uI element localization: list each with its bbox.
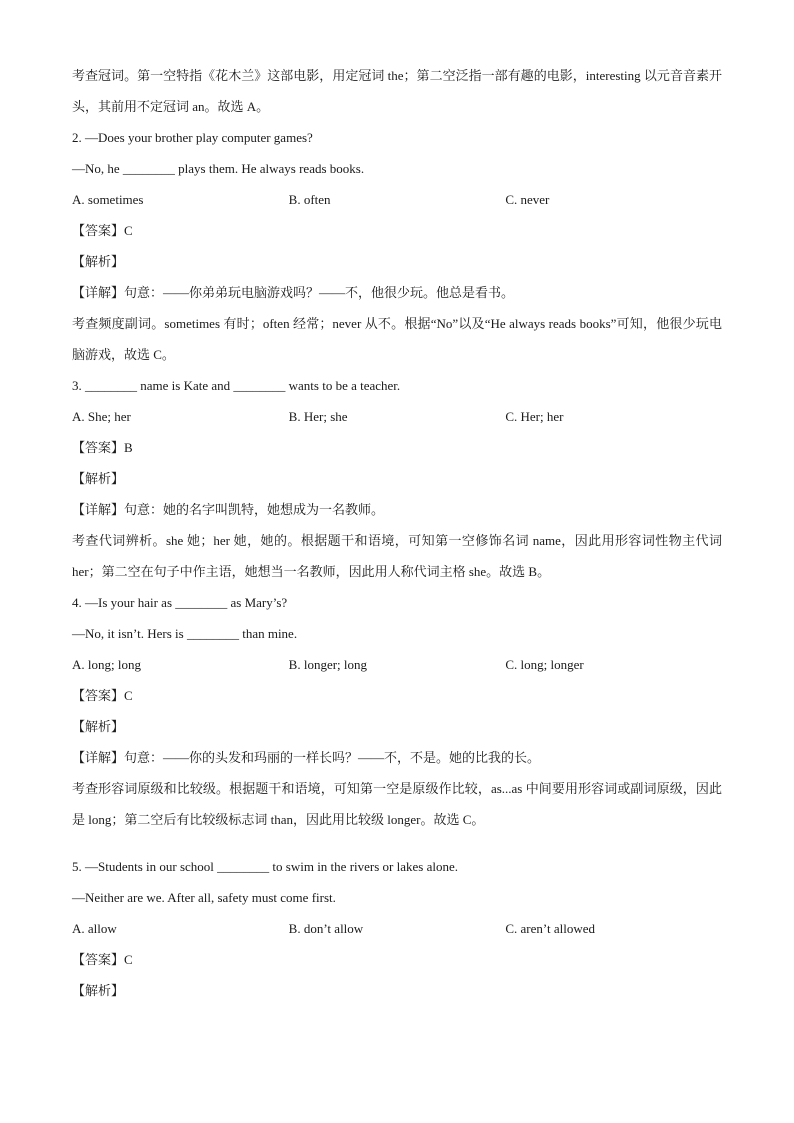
option-a: A. sometimes (72, 192, 144, 207)
explanation-text: 考查频度副词。sometimes 有时；often 经常；never 从不。根据“No”以及“He always reads books”可知，他很少玩电脑游戏，故选 C。 (72, 316, 722, 362)
answer-label: 【答案】C (72, 223, 133, 238)
option-c: C. never (505, 192, 550, 207)
detail-text: 【详解】句意：她的名字叫凯特，她想成为一名教师。 (72, 502, 385, 517)
option-b: B. don’t allow (288, 921, 364, 936)
question-stem-line: 4. —Is your hair as ________ as Mary’s? (72, 595, 288, 610)
option-c: C. Her; her (505, 409, 564, 424)
detail-text: 【详解】句意：——你的头发和玛丽的一样长吗？——不，不是。她的比我的长。 (72, 750, 541, 765)
answer-label: 【答案】C (72, 688, 133, 703)
question-2 (72, 122, 722, 370)
analysis-label: 【解析】 (72, 471, 125, 486)
option-b: B. longer; long (288, 657, 368, 672)
options-row (72, 649, 722, 680)
analysis-label: 【解析】 (72, 719, 125, 734)
option-a: A. She; her (72, 409, 131, 424)
option-c: C. long; longer (505, 657, 584, 672)
options-row (72, 401, 722, 432)
question-5 (72, 851, 722, 1006)
option-b: B. often (288, 192, 331, 207)
document-page (72, 60, 722, 1006)
analysis-label: 【解析】 (72, 983, 125, 998)
options-row (72, 913, 722, 944)
question-stem-line: —No, he ________ plays them. He always reads books. (72, 161, 365, 176)
options-row (72, 184, 722, 215)
question-stem-line: —Neither are we. After all, safety must come first. (72, 890, 336, 905)
intro-explanation: 考查冠词。第一空特指《花木兰》这部电影，用定冠词 the；第二空泛指一部有趣的电影，interesting 以元音音素开头，其前用不定冠词 an。故选 A。 (72, 68, 722, 114)
option-c: C. aren’t allowed (505, 921, 595, 936)
spacer (72, 835, 722, 851)
question-3 (72, 370, 722, 587)
explanation-text: 考查代词辨析。she 她；her 她，她的。根据题干和语境，可知第一空修饰名词 name，因此用形容词性物主代词 her；第二空在句子中作主语，她想当一名教师，因此用人称代词主格 she。故选 B。 (72, 533, 722, 579)
question-stem-line: —No, it isn’t. Hers is ________ than mine. (72, 626, 298, 641)
question-stem-line: 3. ________ name is Kate and ________ wants to be a teacher. (72, 378, 401, 393)
analysis-label: 【解析】 (72, 254, 125, 269)
option-b: B. Her; she (288, 409, 348, 424)
answer-label: 【答案】C (72, 952, 133, 967)
question-4 (72, 587, 722, 835)
question-stem-line: 2. —Does your brother play computer games? (72, 130, 313, 145)
option-a: A. long; long (72, 657, 141, 672)
detail-text: 【详解】句意：——你弟弟玩电脑游戏吗？——不，他很少玩。他总是看书。 (72, 285, 515, 300)
answer-label: 【答案】B (72, 440, 133, 455)
explanation-text: 考查形容词原级和比较级。根据题干和语境，可知第一空是原级作比较，as...as 中间要用形容词或副词原级，因此是 long；第二空后有比较级标志词 than，因此用比较级 longer。故选 C。 (72, 781, 722, 827)
option-a: A. allow (72, 921, 117, 936)
question-stem-line: 5. —Students in our school ________ to swim in the rivers or lakes alone. (72, 859, 458, 874)
